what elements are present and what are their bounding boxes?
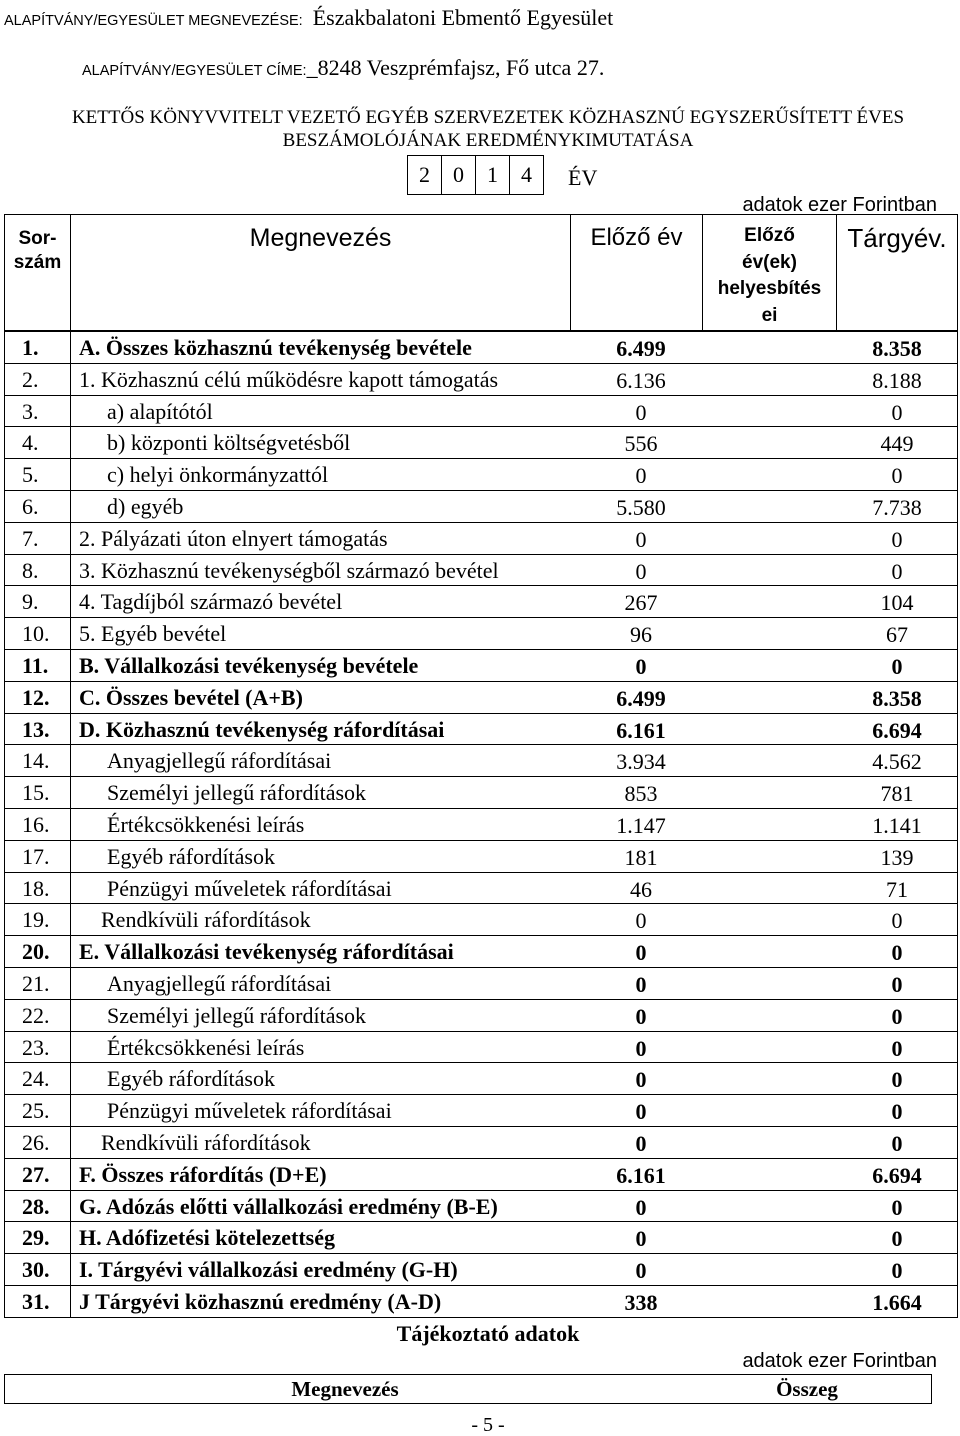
row-number: 2. [5,364,71,395]
prev-year-value: 0 [635,1099,647,1125]
row-label: d) egyéb [107,493,184,519]
current-year-value: 0 [891,1035,903,1061]
table-row [5,1032,957,1064]
column-header-correction-line: helyesbítés [717,278,822,299]
row-number: 11. [5,650,71,681]
table-row [5,714,957,746]
row-number: 4. [5,427,71,458]
row-label: Értékcsökkenési leírás [107,811,305,837]
current-year-value: 4.562 [872,749,922,775]
row-number: 18. [5,873,71,904]
column-header-correction-line: ei [761,304,778,326]
org-name-line [4,3,613,36]
current-year-value: 0 [891,908,903,934]
unit-note: adatok ezer Forintban [742,194,937,216]
org-address-label: ALAPÍTVÁNY/EGYESÜLET CÍME: [82,63,307,79]
table-row [5,904,957,936]
current-year-value: 1.141 [872,812,922,838]
prev-year-value: 96 [630,622,652,648]
current-year-value: 0 [891,1003,903,1029]
column-header-prev-year: Előző év [571,215,703,330]
row-label: 5. Egyéb bevétel [79,621,227,647]
org-address: _8248 Veszprémfajsz, Fő utca 27. [306,55,605,80]
column-header-sorszam-line: Sor- [18,228,57,249]
row-label: Pénzügyi műveletek ráfordításai [107,1098,392,1124]
year-digit: 4 [509,155,544,195]
prev-year-value: 0 [635,399,647,425]
current-year-value: 0 [891,526,903,552]
prev-year-value: 0 [635,526,647,552]
table-row [5,968,957,1000]
prev-year-value: 267 [624,590,658,616]
current-year-value: 781 [880,781,914,807]
table-row [5,936,957,968]
row-label: F. Összes ráfordítás (D+E) [79,1161,327,1187]
row-number: 8. [5,555,71,586]
page-number: - 5 - [471,1414,505,1436]
document-title [16,106,960,152]
column-header-sorszam [5,215,71,330]
column-header-name: Megnevezés [71,215,571,330]
row-label: D. Közhasznú tevékenység ráfordításai [79,716,445,742]
org-name: Északbalatoni Ebmentő Egyesület [312,5,614,30]
row-label: 1. Közhasznú célú működésre kapott támogatás [79,366,499,392]
row-label: J Tárgyévi közhasznú eredmény (A-D) [79,1288,442,1314]
row-number: 1. [5,332,71,363]
prev-year-value: 338 [624,1289,658,1315]
current-year-value: 0 [891,653,903,679]
row-number: 15. [5,777,71,808]
current-year-value: 0 [891,1194,903,1220]
info-table-header [4,1374,932,1404]
row-number: 3. [5,396,71,427]
org-name-label: ALAPÍTVÁNY/EGYESÜLET MEGNEVEZÉSE: [4,13,303,29]
table-row [5,1222,957,1254]
prev-year-value: 0 [635,653,647,679]
column-header-sorszam-line: szám [13,252,62,273]
table-row [5,841,957,873]
table-row [5,1159,957,1191]
row-number: 23. [5,1032,71,1063]
row-number: 13. [5,714,71,745]
current-year-value: 0 [891,940,903,966]
row-label: Anyagjellegű ráfordításai [107,970,332,996]
prev-year-value: 181 [624,844,658,870]
row-number: 16. [5,809,71,840]
current-year-value: 0 [891,971,903,997]
current-year-value: 7.738 [872,494,922,520]
year-digit: 1 [475,155,510,195]
current-year-value: 449 [880,431,914,457]
table-row [5,523,957,555]
table-row [5,1286,957,1318]
row-number: 9. [5,586,71,617]
row-label: c) helyi önkormányzattól [107,462,329,488]
row-label: Egyéb ráfordítások [107,843,275,869]
row-label: Rendkívüli ráfordítások [101,907,311,933]
column-header-correction-line: Előző [744,225,795,246]
table-row [5,809,957,841]
prev-year-value: 6.136 [616,367,666,393]
row-number: 27. [5,1159,71,1190]
row-label: Értékcsökkenési leírás [107,1034,305,1060]
table-row [5,745,957,777]
row-number: 28. [5,1191,71,1222]
table-row [5,650,957,682]
row-label: Személyi jellegű ráfordítások [107,1002,367,1028]
table-row [5,586,957,618]
current-year-value: 139 [880,844,914,870]
table-body [4,332,958,1318]
row-label: b) központi költségvetésből [107,430,351,456]
table-row [5,1063,957,1095]
prev-year-value: 0 [635,1003,647,1029]
current-year-value: 8.358 [872,336,922,361]
table-row [5,364,957,396]
current-year-value: 1.664 [872,1289,922,1315]
prev-year-value: 46 [630,876,652,902]
row-number: 10. [5,618,71,649]
row-number: 29. [5,1222,71,1253]
row-label: H. Adófizetési kötelezettség [79,1225,335,1251]
table-row [5,459,957,491]
prev-year-value: 556 [624,431,658,457]
current-year-value: 6.694 [872,717,922,743]
prev-year-value: 1.147 [616,812,666,838]
row-number: 19. [5,904,71,935]
table-row [5,1254,957,1286]
current-year-value: 0 [891,463,903,489]
table-row [5,396,957,428]
table-row [5,555,957,587]
year-digit: 2 [407,155,442,195]
table-row [5,1095,957,1127]
row-label: Személyi jellegű ráfordítások [107,780,367,806]
table-header [4,214,958,332]
current-year-value: 71 [886,876,908,902]
current-year-value: 0 [891,1130,903,1156]
prev-year-value: 0 [635,971,647,997]
row-label: Egyéb ráfordítások [107,1066,275,1092]
prev-year-value: 0 [635,1194,647,1220]
org-address-line [82,53,604,86]
prev-year-value: 0 [635,1130,647,1156]
column-header-correction-line: év(ek) [742,251,797,273]
table-row [5,682,957,714]
row-number: 20. [5,936,71,967]
row-label: Anyagjellegű ráfordításai [107,748,332,774]
info-column-name: Megnevezés [291,1377,399,1401]
table-row [5,427,957,459]
prev-year-value: 0 [635,1067,647,1093]
current-year-value: 67 [886,622,908,648]
title-line-2: BESZÁMOLÓJÁNAK EREDMÉNYKIMUTATÁSA [282,130,694,151]
table-row [5,1127,957,1159]
row-label: B. Vállalkozási tevékenység bevétele [79,652,419,678]
prev-year-value: 0 [635,1226,647,1252]
current-year-value: 0 [891,1099,903,1125]
current-year-value: 104 [880,590,914,616]
row-number: 24. [5,1063,71,1094]
row-number: 21. [5,968,71,999]
row-number: 26. [5,1127,71,1158]
current-year-value: 6.694 [872,1162,922,1188]
row-label: E. Vállalkozási tevékenység ráfordításai [79,939,454,965]
table-row [5,1000,957,1032]
prev-year-value: 6.499 [616,336,666,361]
current-year-value: 0 [891,558,903,584]
table-row [5,873,957,905]
row-number: 5. [5,459,71,490]
current-year-value: 8.188 [872,367,922,393]
info-unit-note: adatok ezer Forintban [742,1350,937,1372]
table-row [5,491,957,523]
table-row [5,332,957,364]
row-label: C. Összes bevétel (A+B) [79,684,303,710]
prev-year-value: 6.161 [616,717,666,743]
prev-year-value: 0 [635,463,647,489]
row-number: 22. [5,1000,71,1031]
prev-year-value: 5.580 [616,494,666,520]
column-header-current-year: Tárgyév. [847,223,947,253]
row-number: 30. [5,1254,71,1285]
current-year-value: 0 [891,1258,903,1284]
row-label: Pénzügyi műveletek ráfordításai [107,875,392,901]
row-label: G. Adózás előtti vállalkozási eredmény (B-E) [79,1193,498,1219]
current-year-value: 0 [891,399,903,425]
row-number: 17. [5,841,71,872]
prev-year-value: 0 [635,558,647,584]
title-line-1: KETTŐS KÖNYVVITELT VEZETŐ EGYÉB SZERVEZETEK KÖZHASZNÚ EGYSZERŰSÍTETT ÉVES [71,107,905,128]
row-label: Rendkívüli ráfordítások [101,1129,311,1155]
prev-year-value: 853 [624,781,658,807]
prev-year-value: 0 [635,940,647,966]
prev-year-value: 3.934 [616,749,666,775]
row-number: 7. [5,523,71,554]
current-year-value: 0 [891,1226,903,1252]
year-box [408,155,544,195]
year-digit: 0 [441,155,476,195]
prev-year-value: 0 [635,1035,647,1061]
table-row [5,1191,957,1223]
row-number: 25. [5,1095,71,1126]
table-row [5,618,957,650]
table-row [5,777,957,809]
prev-year-value: 0 [635,1258,647,1284]
row-label: A. Összes közhasznú tevékenység bevétele [79,335,472,360]
column-header-correction [703,215,837,330]
current-year-value: 8.358 [872,685,922,711]
row-label: 3. Közhasznú tevékenységből származó bevétel [79,557,499,583]
row-label: a) alapítótól [107,398,213,424]
row-number: 14. [5,745,71,776]
prev-year-value: 6.161 [616,1162,666,1188]
row-label: 2. Pályázati úton elnyert támogatás [79,525,388,551]
current-year-value: 0 [891,1067,903,1093]
row-label: 4. Tagdíjból származó bevétel [79,589,343,615]
prev-year-value: 6.499 [616,685,666,711]
row-number: 12. [5,682,71,713]
year-label: ÉV [568,165,598,190]
info-column-amount: Összeg [776,1377,838,1401]
prev-year-value: 0 [635,908,647,934]
row-number: 31. [5,1286,71,1317]
row-number: 6. [5,491,71,522]
row-label: I. Tárgyévi vállalkozási eredmény (G-H) [79,1257,458,1283]
info-section-title: Tájékoztató adatok [396,1321,580,1346]
